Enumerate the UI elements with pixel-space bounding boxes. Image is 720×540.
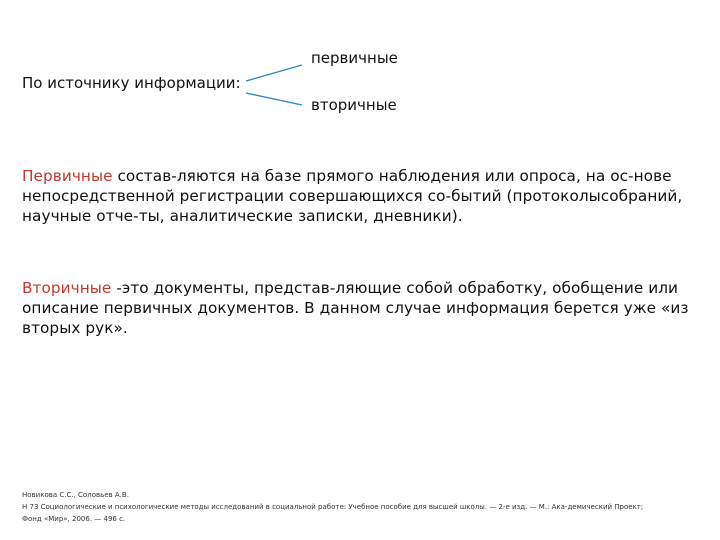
term-primary: Первичные [22, 167, 113, 185]
reference-line: Н 73 Социологические и психологические методы исследований в социальной работе: Учебное пособие для высшей школы. — 2-е изд. — М.: Ака-демический Проект; [22, 503, 644, 511]
paragraph-line: вторых рук». [22, 319, 128, 337]
paragraph-line [22, 278, 682, 298]
branch-label-primary: первичные [311, 49, 398, 67]
paragraph-line [22, 166, 682, 186]
paragraph-secondary-documents [22, 278, 689, 338]
reference-line: Фонд «Мир», 2006. — 496 с. [22, 515, 126, 523]
diagram-source-label: По источнику информации: [22, 74, 241, 92]
bibliographic-reference [22, 489, 702, 525]
paragraph-primary-documents [22, 166, 682, 226]
paragraph-text: -это документы, представ-ляющие собой обработку, обобщение или [111, 279, 679, 297]
branch-label-secondary: вторичные [311, 96, 397, 114]
branch-connector-lines [240, 60, 310, 110]
paragraph-line: непосредственной регистрации совершающихся со-бытий (протоколысобраний, [22, 187, 683, 205]
connector-line-bottom [246, 93, 302, 105]
paragraph-text: состав-ляются на базе прямого наблюдения или опроса, на ос-нове [112, 167, 672, 185]
connector-line-top [246, 65, 302, 81]
paragraph-line: описание первичных документов. В данном случае информация берется уже «из [22, 299, 689, 317]
term-secondary: Вторичные [22, 279, 112, 297]
paragraph-line: научные отче-ты, аналитические записки, дневники). [22, 207, 463, 225]
reference-line: Новикова С.С., Соловьев А.В. [22, 491, 129, 499]
